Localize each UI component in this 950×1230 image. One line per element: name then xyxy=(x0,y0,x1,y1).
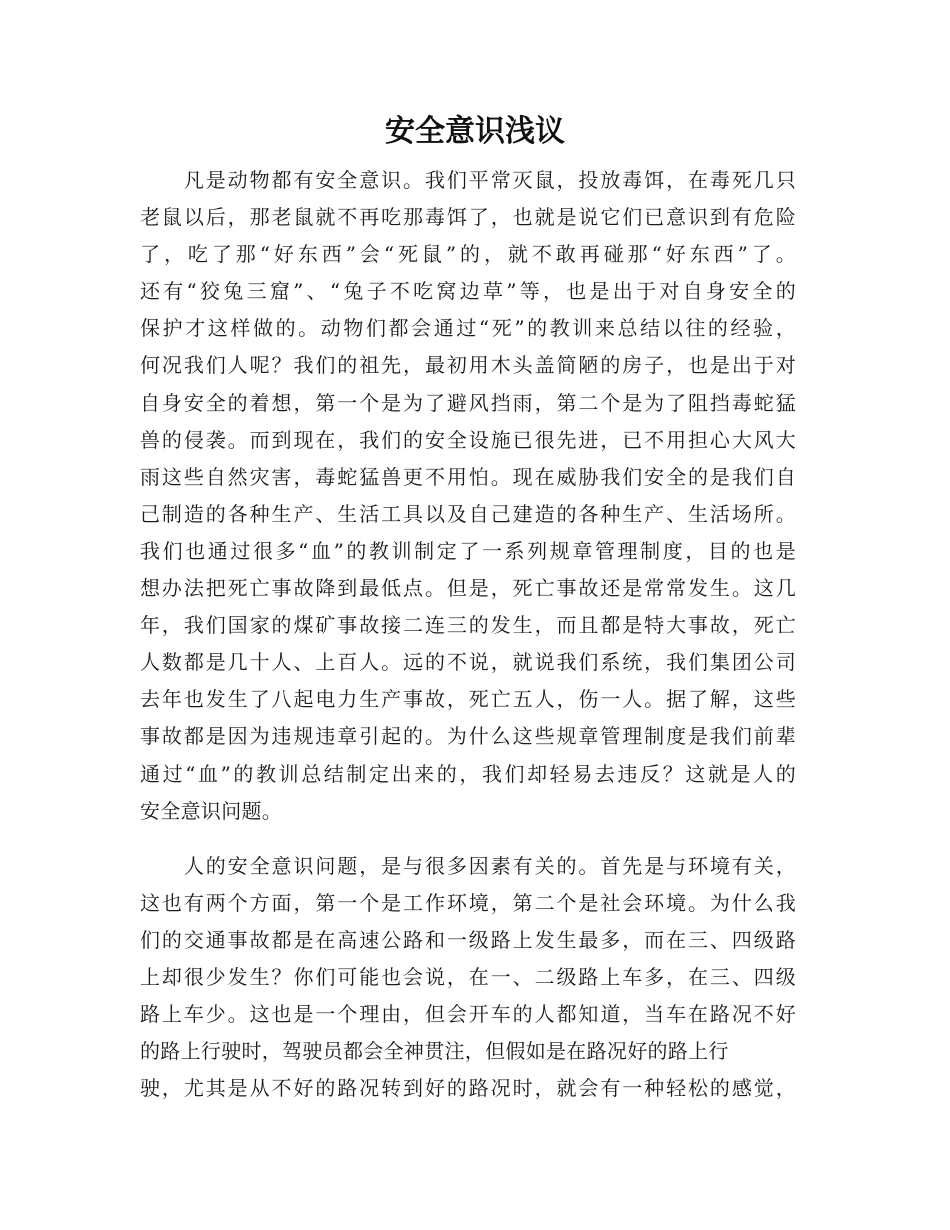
text-line: 老鼠以后，那老鼠就不再吃那毒饵了，也就是说它们已意识到有危险 xyxy=(140,205,796,230)
text-line: 路上车少。这也是一个理由，但会开车的人都知道，当车在路况不好 xyxy=(140,1002,796,1027)
text-line: 这也有两个方面，第一个是工作环境，第二个是社会环境。为什么我 xyxy=(140,890,796,915)
document-title: 安全意识浅议 xyxy=(385,114,565,149)
paragraph-1 xyxy=(140,162,796,830)
document-body xyxy=(140,162,796,1107)
text-line: 还有“狡兔三窟”、“兔子不吃窝边草”等，也是出于对自身安全的 xyxy=(140,279,796,304)
text-line: 人的安全意识问题，是与很多因素有关的。首先是与环境有关， xyxy=(140,853,796,878)
text-line: 想办法把死亡事故降到最低点。但是，死亡事故还是常常发生。这几 xyxy=(140,576,796,601)
text-line: 事故都是因为违规违章引起的。为什么这些规章管理制度是我们前辈 xyxy=(140,724,796,749)
text-line: 安全意识问题。 xyxy=(140,798,283,823)
text-line: 了，吃了那“好东西”会“死鼠”的，就不敢再碰那“好东西”了。 xyxy=(140,242,796,267)
paragraph-gap xyxy=(140,830,796,848)
text-line: 兽的侵袭。而到现在，我们的安全设施已很先进，已不用担心大风大 xyxy=(140,427,796,452)
text-line: 自身安全的着想，第一个是为了避风挡雨，第二个是为了阻挡毒蛇猛 xyxy=(140,390,796,415)
paragraph-2 xyxy=(140,848,796,1108)
text-line: 们的交通事故都是在高速公路和一级路上发生最多，而在三、四级路 xyxy=(140,927,796,952)
text-line: 何况我们人呢？我们的祖先，最初用木头盖简陋的房子，也是出于对 xyxy=(140,353,796,378)
text-line: 驶，尤其是从不好的路况转到好的路况时，就会有一种轻松的感觉， xyxy=(140,1076,796,1101)
text-line: 通过“血”的教训总结制定出来的，我们却轻易去违反？这就是人的 xyxy=(140,761,796,786)
text-line: 雨这些自然灾害，毒蛇猛兽更不用怕。现在威胁我们安全的是我们自 xyxy=(140,464,796,489)
text-line: 凡是动物都有安全意识。我们平常灭鼠，投放毒饵，在毒死几只 xyxy=(140,168,796,192)
text-line: 保护才这样做的。动物们都会通过“死”的教训来总结以往的经验， xyxy=(140,316,796,341)
text-line: 己制造的各种生产、生活工具以及自己建造的各种生产、生活场所。 xyxy=(140,501,796,526)
text-line: 年，我们国家的煤矿事故接二连三的发生，而且都是特大事故，死亡 xyxy=(140,613,796,638)
text-line: 的路上行驶时，驾驶员都会全神贯注，但假如是在路况好的路上行 xyxy=(140,1039,729,1064)
text-line: 上却很少发生？你们可能也会说，在一、二级路上车多，在三、四级 xyxy=(140,964,796,989)
text-line: 我们也通过很多“血”的教训制定了一系列规章管理制度，目的也是 xyxy=(140,538,796,563)
text-line: 人数都是几十人、上百人。远的不说，就说我们系统，我们集团公司 xyxy=(140,650,796,675)
text-line: 去年也发生了八起电力生产事故，死亡五人，伤一人。据了解，这些 xyxy=(140,687,796,712)
